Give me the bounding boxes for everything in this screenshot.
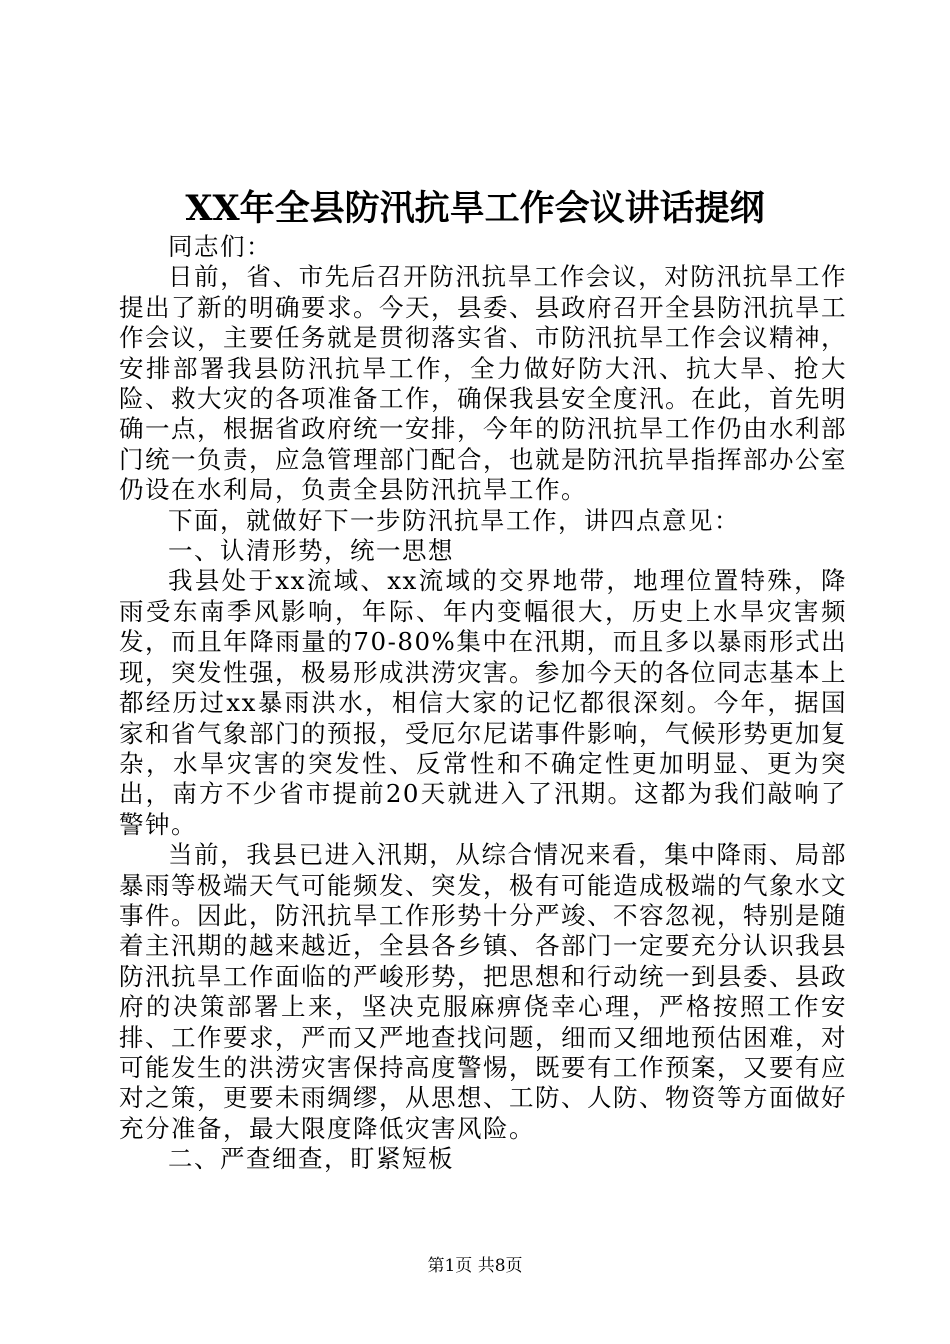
document-title: XX年全县防汛抗旱工作会议讲话提纲 xyxy=(185,188,765,229)
section-heading: 一、认清形势，统一思想 xyxy=(168,536,454,566)
document-body xyxy=(119,232,847,1175)
section-heading: 二、严查细查，盯紧短板 xyxy=(168,1144,454,1174)
salutation: 同志们： xyxy=(168,232,272,261)
paragraph: 我县处于xx流域、xx流域的交界地带，地理位置特殊，降雨受东南季风影响，年际、年内变幅很大，历史上水旱灾害频发，而且年降雨量的70-80%集中在汛期，而且多以暴雨形式出现，突发性强，极易形成洪涝灾害。参加今天的各位同志基本上都经历过xx暴雨洪水，相信大家的记忆都很深刻。今年，据国家和省气象部门的预报，受厄尔尼诺事件影响，气候形势更加复杂，水旱灾害的突发性、反常性和不确定性更加明显、更为突出，南方不少省市提前20天就进入了汛期。这都为我们敲响了警钟。 xyxy=(119,566,847,839)
paragraph: 当前，我县已进入汛期，从综合情况来看，集中降雨、局部暴雨等极端天气可能频发、突发，极有可能造成极端的气象水文事件。因此，防汛抗旱工作形势十分严竣、不容忽视，特别是随着主汛期的越来越近，全县各乡镇、各部门一定要充分认识我县防汛抗旱工作面临的严峻形势，把思想和行动统一到县委、县政府的决策部署上来，坚决克服麻痹侥幸心理，严格按照工作安排、工作要求，严而又严地查找问题，细而又细地预估困难，对可能发生的洪涝灾害保持高度警惕，既要有工作预案，又要有应对之策，更要未雨绸缪，从思想、工防、人防、物资等方面做好充分准备，最大限度降低灾害风险。 xyxy=(119,840,847,1143)
paragraph: 日前，省、市先后召开防汛抗旱工作会议，对防汛抗旱工作提出了新的明确要求。今天，县委、县政府召开全县防汛抗旱工作会议，主要任务就是贯彻落实省、市防汛抗旱工作会议精神，安排部署我县防汛抗旱工作，全力做好防大汛、抗大旱、抢大险、救大灾的各项准备工作，确保我县安全度汛。在此，首先明确一点，根据省政府统一安排，今年的防汛抗旱工作仍由水利部门统一负责，应急管理部门配合，也就是防汛抗旱指挥部办公室仍设在水利局，负责全县防汛抗旱工作。 xyxy=(119,262,847,505)
page-footer: 第1页 共8页 xyxy=(427,1256,523,1276)
paragraph: 下面，就做好下一步防汛抗旱工作，讲四点意见： xyxy=(168,505,740,535)
